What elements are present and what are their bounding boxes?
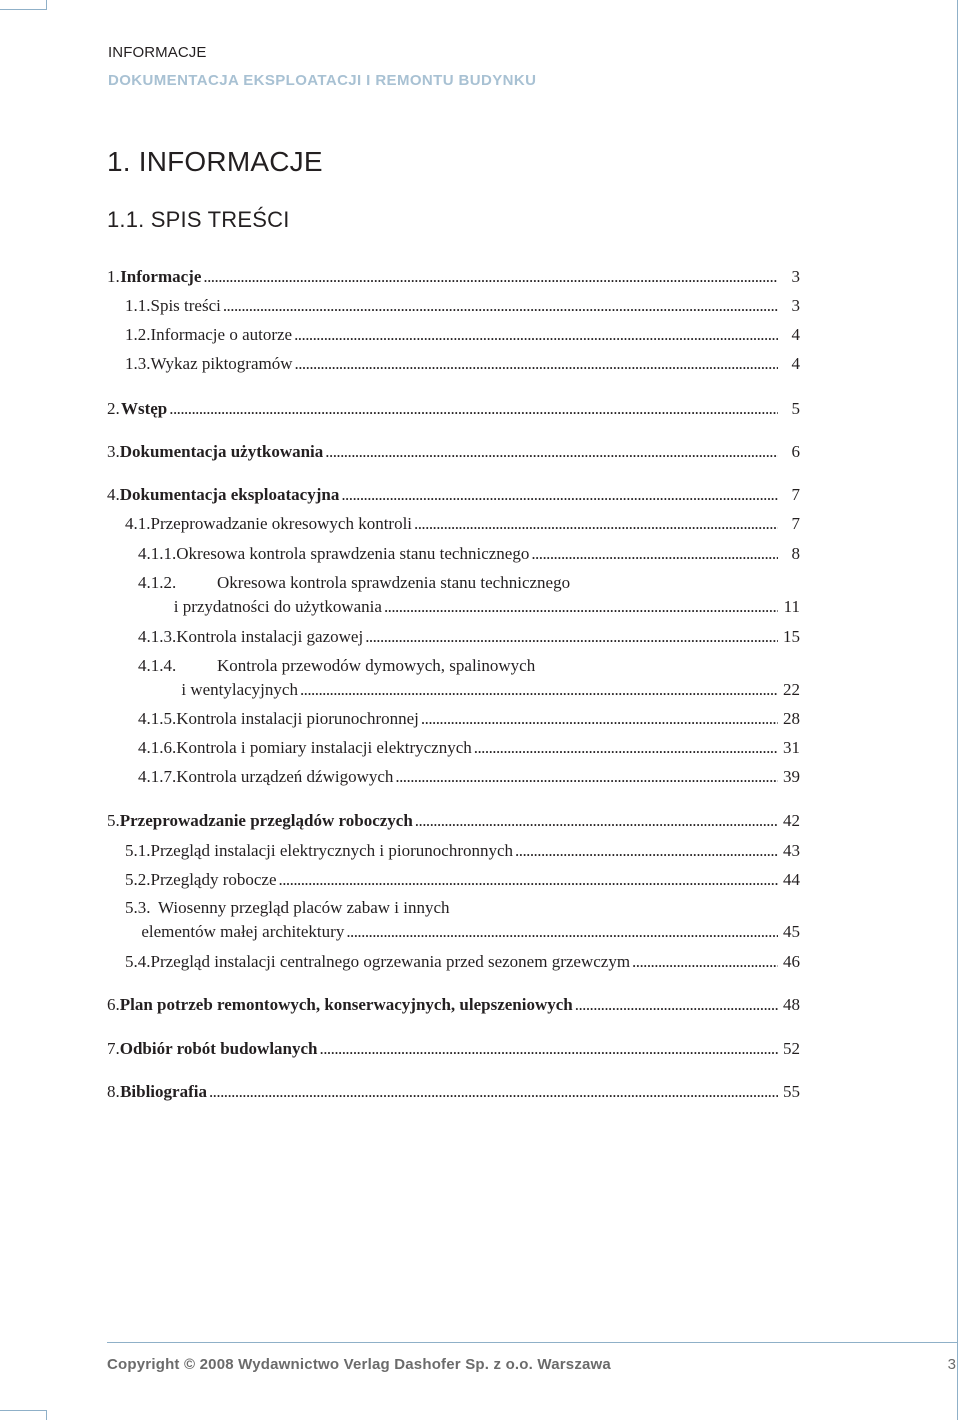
toc-entry-title: Bibliografia bbox=[120, 1082, 207, 1101]
toc-leader-dots bbox=[325, 441, 778, 463]
toc-entry-page: 31 bbox=[783, 738, 800, 757]
toc-entry-title: Wiosenny przegląd placów zabaw i innych bbox=[158, 898, 450, 917]
toc-entry-title: Przeglądy robocze bbox=[150, 870, 277, 889]
toc-entry[interactable] bbox=[138, 655, 800, 677]
toc-entry-page: 48 bbox=[783, 995, 800, 1014]
toc-entry[interactable] bbox=[125, 353, 800, 375]
toc-entry[interactable] bbox=[138, 596, 800, 618]
toc-entry[interactable] bbox=[138, 543, 800, 565]
toc-entry-page: 4 bbox=[791, 325, 800, 344]
toc-entry-number: 4.1.3. bbox=[138, 627, 177, 646]
toc-entry-page: 45 bbox=[783, 922, 800, 941]
toc-entry-number: 4. bbox=[107, 485, 120, 504]
toc-entry-page: 5 bbox=[791, 399, 800, 418]
toc-entry-page: 22 bbox=[783, 680, 800, 699]
toc-leader-dots bbox=[279, 869, 778, 891]
toc-leader-dots bbox=[415, 810, 778, 832]
toc-entry-number: 5.4. bbox=[125, 952, 151, 971]
toc-entry-page: 39 bbox=[783, 767, 800, 786]
crop-mark-top bbox=[0, 0, 47, 10]
toc-entry-title: Kontrola przewodów dymowych, spalinowych bbox=[217, 656, 536, 675]
toc-entry-title: Dokumentacja eksploatacyjna bbox=[119, 485, 340, 504]
toc-entry-number: 1.2. bbox=[125, 325, 151, 344]
toc-entry-title: Informacje o autorze bbox=[150, 325, 293, 344]
footer-copyright: Copyright © 2008 Wydawnictwo Verlag Dashofer Sp. z o.o. Warszawa bbox=[107, 1356, 611, 1373]
running-header-section: INFORMACJE bbox=[108, 44, 207, 61]
toc-entry[interactable] bbox=[138, 708, 800, 730]
toc-entry-page: 3 bbox=[791, 296, 800, 315]
toc-leader-dots bbox=[632, 951, 778, 973]
toc-entry[interactable] bbox=[125, 951, 800, 973]
toc-entry-page: 6 bbox=[791, 442, 800, 461]
toc-entry-title: Wykaz piktogramów bbox=[150, 354, 293, 373]
toc-entry-page: 46 bbox=[783, 952, 800, 971]
running-header-publication: DOKUMENTACJA EKSPLOATACJI I REMONTU BUDYNKU bbox=[108, 72, 537, 89]
toc-leader-dots bbox=[515, 840, 778, 862]
toc-entry-number: 1. bbox=[107, 267, 120, 286]
toc-entry-number: 4.1.6. bbox=[138, 738, 177, 757]
toc-entry-number: 2. bbox=[107, 399, 120, 418]
toc-entry[interactable] bbox=[107, 994, 800, 1016]
toc-leader-dots bbox=[365, 626, 778, 648]
toc-entry-number: 8. bbox=[107, 1082, 120, 1101]
toc-leader-dots bbox=[414, 513, 778, 535]
toc-entry-number: 6. bbox=[107, 995, 120, 1014]
toc-leader-dots bbox=[209, 1081, 778, 1103]
toc-entry-number: 4.1.2. bbox=[138, 573, 177, 592]
toc-entry[interactable] bbox=[125, 513, 800, 535]
toc-entry[interactable] bbox=[138, 766, 800, 788]
toc-entry-number: 4.1.7. bbox=[138, 767, 177, 786]
toc-entry[interactable] bbox=[125, 295, 800, 317]
toc-entry-title: Dokumentacja użytkowania bbox=[119, 442, 324, 461]
toc-leader-dots bbox=[531, 543, 778, 565]
toc-entry-title: Plan potrzeb remontowych, konserwacyjnych, ulepszeniowych bbox=[119, 995, 573, 1014]
toc-entry-number: 5.3. bbox=[125, 898, 151, 917]
toc-leader-dots bbox=[294, 324, 778, 346]
toc-entry-page: 7 bbox=[791, 514, 800, 533]
toc-leader-dots bbox=[395, 766, 778, 788]
toc-entry-title: Odbiór robót budowlanych bbox=[119, 1039, 318, 1058]
toc-entry-title: Przegląd instalacji elektrycznych i piorunochronnych bbox=[150, 841, 514, 860]
toc-entry-page: 28 bbox=[783, 709, 800, 728]
toc-entry-page: 8 bbox=[791, 544, 800, 563]
toc-entry-title: Kontrola instalacji piorunochronnej bbox=[176, 709, 419, 728]
toc-entry-page: 52 bbox=[783, 1039, 800, 1058]
toc-entry-number: 5. bbox=[107, 811, 120, 830]
toc-entry-page: 55 bbox=[783, 1082, 800, 1101]
toc-entry-number: 4.1.5. bbox=[138, 709, 177, 728]
toc-entry-title: elementów małej architektury bbox=[141, 922, 345, 941]
toc-entry-page: 43 bbox=[783, 841, 800, 860]
toc-entry-page: 42 bbox=[783, 811, 800, 830]
toc-entry[interactable] bbox=[138, 572, 800, 594]
toc-leader-dots bbox=[575, 994, 778, 1016]
toc-leader-dots bbox=[346, 921, 778, 943]
toc-entry[interactable] bbox=[107, 398, 800, 420]
toc-entry-page: 7 bbox=[791, 485, 800, 504]
toc-entry-title: Przeprowadzanie okresowych kontroli bbox=[150, 514, 413, 533]
toc-entry-title: Kontrola instalacji gazowej bbox=[176, 627, 364, 646]
toc-leader-dots bbox=[223, 295, 778, 317]
toc-entry-title: Informacje bbox=[120, 267, 202, 286]
toc-leader-dots bbox=[300, 679, 778, 701]
toc-entry[interactable] bbox=[107, 1081, 800, 1103]
toc-entry[interactable] bbox=[107, 1038, 800, 1060]
toc-entry-number: 5.1. bbox=[125, 841, 151, 860]
toc-entry-number: 4.1.1. bbox=[138, 544, 177, 563]
toc-entry[interactable] bbox=[125, 897, 800, 919]
footer-divider bbox=[107, 1342, 957, 1343]
chapter-title: 1. INFORMACJE bbox=[107, 146, 323, 177]
toc-entry-title: Wstęp bbox=[120, 399, 168, 418]
toc-entry-title: Przeprowadzanie przeglądów roboczych bbox=[119, 811, 413, 830]
toc-entry-number: 3. bbox=[107, 442, 120, 461]
toc-entry-number: 1.3. bbox=[125, 354, 151, 373]
toc-entry-page: 11 bbox=[783, 597, 800, 616]
crop-mark-bottom bbox=[0, 1410, 47, 1420]
toc-entry-page: 3 bbox=[791, 267, 800, 286]
toc-leader-dots bbox=[384, 596, 778, 618]
toc-entry-number: 1.1. bbox=[125, 296, 151, 315]
footer-page-number: 3 bbox=[947, 1356, 956, 1373]
toc-entry-page: 4 bbox=[791, 354, 800, 373]
toc-entry-number: 4.1. bbox=[125, 514, 151, 533]
toc-entry-number: 4.1.4. bbox=[138, 656, 177, 675]
toc-entry[interactable] bbox=[125, 921, 800, 943]
toc-entry[interactable] bbox=[125, 840, 800, 862]
toc-entry[interactable] bbox=[107, 484, 800, 506]
toc-entry-page: 15 bbox=[783, 627, 800, 646]
toc-entry[interactable] bbox=[138, 737, 800, 759]
toc-entry[interactable] bbox=[138, 679, 800, 701]
toc-entry-title: i przydatności do użytkowania bbox=[173, 597, 382, 616]
toc-entry-title: Spis treści bbox=[150, 296, 221, 315]
toc-entry-title: i wentylacyjnych bbox=[181, 680, 298, 699]
toc-entry[interactable] bbox=[107, 810, 800, 832]
toc-leader-dots bbox=[341, 484, 778, 506]
toc-leader-dots bbox=[320, 1038, 778, 1060]
toc-entry-title: Kontrola i pomiary instalacji elektrycznych bbox=[176, 738, 472, 757]
toc-entry-title: Kontrola urządzeń dźwigowych bbox=[176, 767, 394, 786]
toc-entry-title: Przegląd instalacji centralnego ogrzewania przed sezonem grzewczym bbox=[150, 952, 631, 971]
toc-leader-dots bbox=[203, 266, 778, 288]
toc-leader-dots bbox=[169, 398, 778, 420]
toc-entry-title: Okresowa kontrola sprawdzenia stanu technicznego bbox=[176, 544, 530, 563]
toc-entry-page: 44 bbox=[783, 870, 800, 889]
subchapter-title: 1.1. SPIS TREŚCI bbox=[107, 207, 290, 232]
toc-leader-dots bbox=[295, 353, 778, 375]
toc-entry[interactable] bbox=[107, 266, 800, 288]
toc-entry[interactable] bbox=[107, 441, 800, 463]
toc-entry[interactable] bbox=[125, 869, 800, 891]
toc-entry[interactable] bbox=[138, 626, 800, 648]
toc-leader-dots bbox=[474, 737, 778, 759]
toc-entry-title: Okresowa kontrola sprawdzenia stanu technicznego bbox=[217, 573, 571, 592]
toc-entry-number: 7. bbox=[107, 1039, 120, 1058]
toc-entry-number: 5.2. bbox=[125, 870, 151, 889]
page-margin-line bbox=[957, 0, 958, 1420]
toc-leader-dots bbox=[421, 708, 778, 730]
toc-entry[interactable] bbox=[125, 324, 800, 346]
